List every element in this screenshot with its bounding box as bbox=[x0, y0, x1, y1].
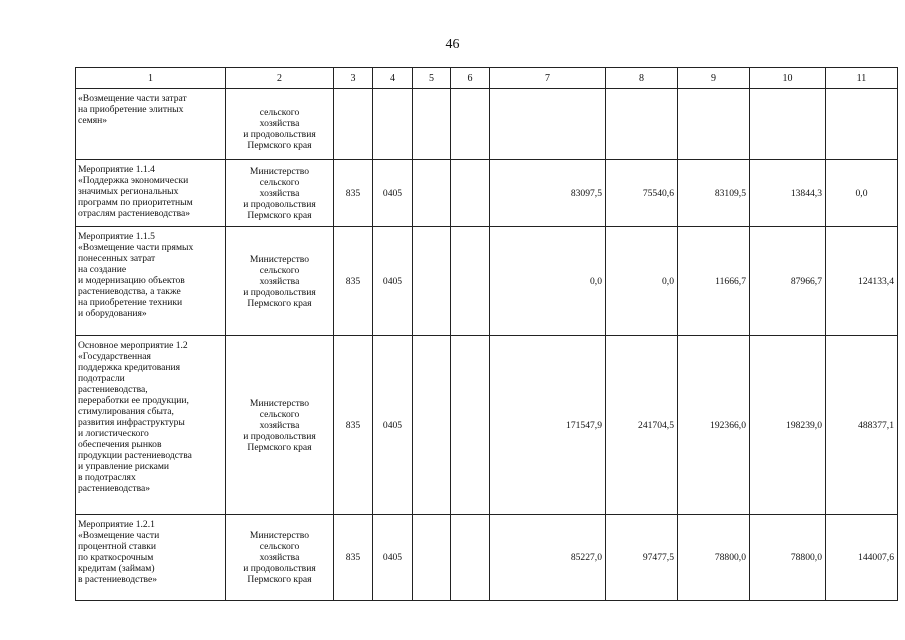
table-row bbox=[76, 89, 898, 160]
cell-col-6 bbox=[451, 160, 490, 227]
column-header: 2 bbox=[226, 68, 334, 89]
amount-col-7: 0,0 bbox=[490, 227, 606, 336]
responsible-executor: Министерство сельского хозяйства и продовольствия Пермского края bbox=[226, 160, 334, 227]
amount-col-7: 83097,5 bbox=[490, 160, 606, 227]
section-code: 0405 bbox=[373, 227, 413, 336]
column-header: 10 bbox=[750, 68, 826, 89]
column-header: 8 bbox=[606, 68, 678, 89]
column-header: 6 bbox=[451, 68, 490, 89]
column-header: 9 bbox=[678, 68, 750, 89]
column-header: 11 bbox=[826, 68, 898, 89]
amount-col-11 bbox=[826, 89, 898, 160]
ministry-code bbox=[334, 89, 373, 160]
section-code bbox=[373, 89, 413, 160]
cell-col-5 bbox=[413, 227, 451, 336]
amount-col-7 bbox=[490, 89, 606, 160]
section-code: 0405 bbox=[373, 336, 413, 515]
ministry-code: 835 bbox=[334, 160, 373, 227]
amount-col-10 bbox=[750, 89, 826, 160]
ministry-code: 835 bbox=[334, 515, 373, 601]
amount-col-8: 75540,6 bbox=[606, 160, 678, 227]
column-header: 1 bbox=[76, 68, 226, 89]
amount-col-9: 11666,7 bbox=[678, 227, 750, 336]
amount-col-7: 85227,0 bbox=[490, 515, 606, 601]
cell-col-6 bbox=[451, 336, 490, 515]
amount-col-10: 87966,7 bbox=[750, 227, 826, 336]
amount-col-11: 144007,6 bbox=[826, 515, 898, 601]
activity-description: Мероприятие 1.2.1 «Возмещение части процентной ставки по краткосрочным кредитам (займам) в растениеводстве» bbox=[76, 515, 226, 601]
column-header: 4 bbox=[373, 68, 413, 89]
activity-description: Основное мероприятие 1.2 «Государственная поддержка кредитования подотрасли растениеводства, переработки ее продукции, стимулирования сбыта, развития инфраструктуры и логистического обеспечения рынков продукции растениеводства и управление рисками в подотраслях растениеводства» bbox=[76, 336, 226, 515]
amount-col-10: 13844,3 bbox=[750, 160, 826, 227]
responsible-executor: Министерство сельского хозяйства и продовольствия Пермского края bbox=[226, 336, 334, 515]
cell-col-6 bbox=[451, 89, 490, 160]
amount-col-8: 97477,5 bbox=[606, 515, 678, 601]
amount-col-11: 124133,4 bbox=[826, 227, 898, 336]
activity-description: Мероприятие 1.1.4 «Поддержка экономически значимых региональных программ по приоритетным отраслям растениеводства» bbox=[76, 160, 226, 227]
column-header: 7 bbox=[490, 68, 606, 89]
activity-description: «Возмещение части затрат на приобретение элитных семян» bbox=[76, 89, 226, 160]
amount-col-10: 198239,0 bbox=[750, 336, 826, 515]
column-header: 5 bbox=[413, 68, 451, 89]
header-row bbox=[76, 68, 898, 89]
table-row bbox=[76, 515, 898, 601]
amount-col-8 bbox=[606, 89, 678, 160]
amount-col-9 bbox=[678, 89, 750, 160]
responsible-executor: Министерство сельского хозяйства и продовольствия Пермского края bbox=[226, 515, 334, 601]
cell-col-5 bbox=[413, 336, 451, 515]
table-row bbox=[76, 227, 898, 336]
amount-col-9: 83109,5 bbox=[678, 160, 750, 227]
amount-col-8: 0,0 bbox=[606, 227, 678, 336]
amount-col-9: 78800,0 bbox=[678, 515, 750, 601]
table-row bbox=[76, 336, 898, 515]
table-row bbox=[76, 160, 898, 227]
amount-col-8: 241704,5 bbox=[606, 336, 678, 515]
cell-col-6 bbox=[451, 515, 490, 601]
amount-col-11: 0,0 bbox=[826, 160, 898, 227]
section-code: 0405 bbox=[373, 515, 413, 601]
cell-col-5 bbox=[413, 160, 451, 227]
ministry-code: 835 bbox=[334, 336, 373, 515]
cell-col-5 bbox=[413, 515, 451, 601]
cell-col-6 bbox=[451, 227, 490, 336]
amount-col-10: 78800,0 bbox=[750, 515, 826, 601]
cell-col-5 bbox=[413, 89, 451, 160]
amount-col-7: 171547,9 bbox=[490, 336, 606, 515]
page-number: 46 bbox=[445, 37, 460, 52]
budget-table bbox=[75, 67, 898, 601]
amount-col-11: 488377,1 bbox=[826, 336, 898, 515]
activity-description: Мероприятие 1.1.5 «Возмещение части прямых понесенных затрат на создание и модернизацию объектов растениеводства, а также на приобретение техники и оборудования» bbox=[76, 227, 226, 336]
amount-col-9: 192366,0 bbox=[678, 336, 750, 515]
section-code: 0405 bbox=[373, 160, 413, 227]
responsible-executor: сельского хозяйства и продовольствия Пермского края bbox=[226, 89, 334, 160]
ministry-code: 835 bbox=[334, 227, 373, 336]
column-header: 3 bbox=[334, 68, 373, 89]
responsible-executor: Министерство сельского хозяйства и продовольствия Пермского края bbox=[226, 227, 334, 336]
